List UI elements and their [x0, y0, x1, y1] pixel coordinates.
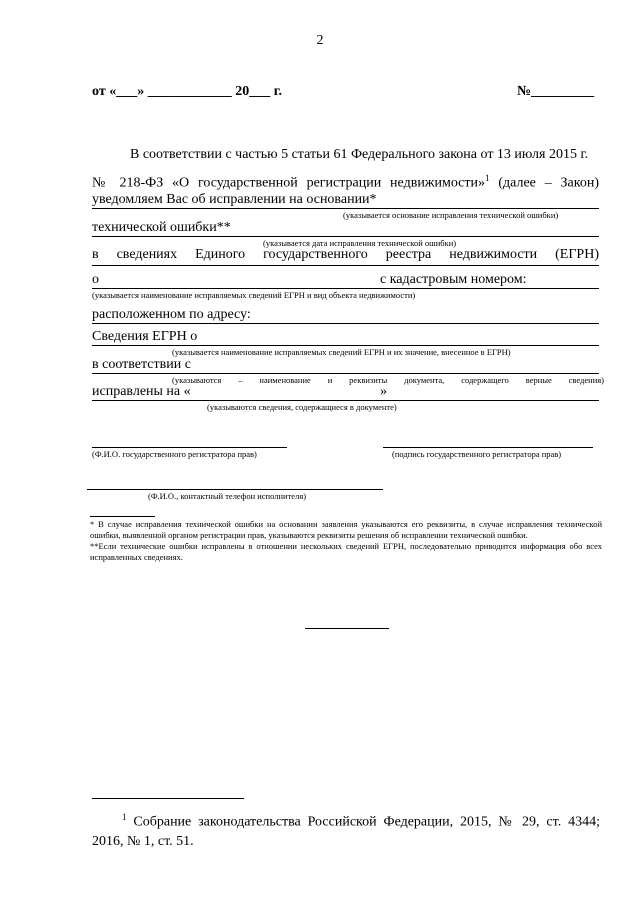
- field-line-object: [92, 288, 599, 289]
- body-line-7: расположенном по адресу:: [92, 307, 251, 322]
- end-separator: [305, 628, 389, 629]
- footnote: [92, 808, 600, 851]
- body-line-2: [92, 173, 599, 192]
- document-date: от «___» ____________ 20___ г.: [92, 84, 282, 99]
- hint-corrected: (указываются сведения, содержащиеся в документе): [207, 402, 397, 412]
- registrar-name-caption: (Ф.И.О. государственного регистратора прав): [92, 449, 257, 459]
- field-line-date: [92, 236, 599, 237]
- signature-line-registrar-sign: [383, 447, 593, 448]
- hint-egrn-info: (указывается наименование исправляемых сведений ЕГРН и их значение, внесенное в ЕГРН): [172, 347, 511, 357]
- law-abbrev: (далее – Закон): [489, 175, 599, 191]
- footnote-separator: [92, 798, 244, 799]
- body-line-6-right: с кадастровым номером:: [380, 272, 527, 287]
- field-line-corrected: [92, 400, 599, 401]
- document-number: №_________: [517, 84, 595, 99]
- field-line-document: [92, 373, 599, 374]
- footnote-text: Собрание законодательства Российской Федерации, 2015, № 29, ст. 4344; 2016, № 1, ст. 51.: [92, 814, 600, 849]
- page-number: 2: [316, 33, 324, 48]
- body-line-9: в соответствии с: [92, 357, 191, 372]
- law-reference: № 218-ФЗ «О государственной регистрации недвижимости»: [92, 175, 486, 191]
- hint-document: (указываются – наименование и реквизиты документа, содержащего верные сведения): [172, 375, 604, 385]
- body-line-5: в сведениях Единого государственного реестра недвижимости (ЕГРН): [92, 247, 599, 262]
- signature-line-executor: [87, 489, 383, 490]
- body-line-6-left: о: [92, 272, 99, 287]
- field-line-address: [92, 323, 599, 324]
- field-line-egrn-info: [92, 345, 599, 346]
- hint-object: (указывается наименование исправляемых сведений ЕГРН и вид объекта недвижимости): [92, 290, 416, 300]
- note-1: * В случае исправления технической ошибки на основании заявления указываются его реквизиты, в случае исправления технической ошибки, выявленной органом регистрации прав, указываются реквизиты решения об исправлении технической ошибки.: [90, 519, 602, 540]
- note-2: **Если технические ошибки исправлены в отношении нескольких сведений ЕГРН, последовательно приводится информация обо всех исправленных сведениях.: [90, 541, 602, 562]
- registrar-signature-caption: (подпись государственного регистратора прав): [392, 449, 562, 459]
- hint-date: (указывается дата исправления технической ошибки): [263, 238, 457, 248]
- notes-block: [90, 519, 602, 563]
- body-line-3: уведомляем Вас об исправлении на основании*: [92, 192, 377, 207]
- body-line-10-left: исправлены на «: [92, 384, 191, 399]
- notes-separator: [90, 516, 155, 517]
- body-line-8: Сведения ЕГРН о: [92, 329, 198, 344]
- body-line-10-right: »: [380, 384, 387, 399]
- footnote-marker: 1: [122, 812, 127, 822]
- field-line-basis: [92, 208, 599, 209]
- executor-caption: (Ф.И.О., контактный телефон исполнителя): [148, 491, 307, 501]
- signature-line-registrar-name: [92, 447, 287, 448]
- footnote-ref: 1: [485, 173, 490, 183]
- hint-basis: (указывается основание исправления технической ошибки): [343, 210, 559, 220]
- body-line-4: технической ошибки**: [92, 220, 231, 235]
- body-line-1: В соответствии с частью 5 статьи 61 Федерального закона от 13 июля 2015 г.: [130, 147, 589, 162]
- field-line-5: [92, 265, 599, 266]
